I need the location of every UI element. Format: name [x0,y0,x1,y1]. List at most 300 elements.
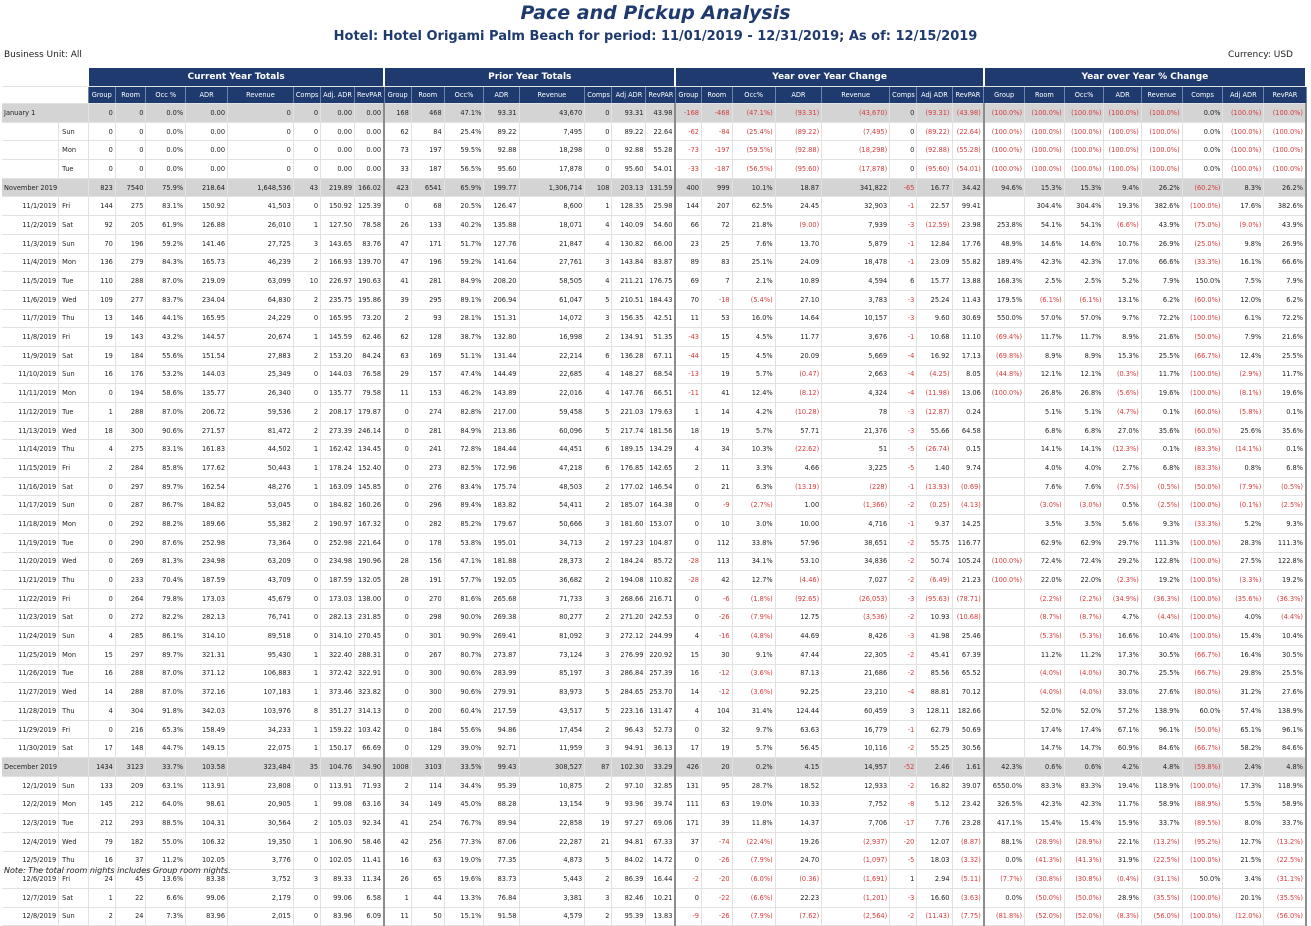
value-cell: 66 [675,216,701,235]
period-label: November 2019 [2,178,88,197]
value-cell: 68 [411,197,444,216]
value-cell: 158.49 [186,720,228,739]
value-cell: 4,873 [519,851,585,870]
value-cell: 78 [822,403,890,422]
value-cell: 5 [585,851,612,870]
value-cell: 138.9% [1141,702,1182,721]
value-cell: 62 [384,122,411,141]
value-cell: (12.3%) [1104,440,1141,459]
weekday-cell: Sat [59,477,88,496]
table-row [2,907,1306,926]
value-cell: 27.0% [1104,421,1141,440]
value-cell: 77.35 [484,851,519,870]
value-cell: 216.71 [646,589,675,608]
value-cell: 3 [890,702,917,721]
value-cell: 140.09 [612,216,646,235]
value-cell: (89.5%) [1182,814,1223,833]
date-cell: 11/18/2019 [2,515,59,534]
value-cell: (93.31) [775,104,821,123]
value-cell: 83.4% [444,477,484,496]
value-cell: (4.8%) [732,627,775,646]
value-cell: 13.70 [775,234,821,253]
value-cell: 50.0% [1182,870,1223,889]
value-cell: 14.1% [1025,440,1065,459]
value-cell: 400 [675,178,701,197]
value-cell: 25.46 [952,627,984,646]
value-cell: 134.29 [646,440,675,459]
value-cell: 58,505 [519,272,585,291]
value-cell: 18.03 [917,851,952,870]
value-cell: 1,306,714 [519,178,585,197]
value-cell: 14,957 [822,758,890,777]
value-cell: 271.57 [186,421,228,440]
value-cell: 22,214 [519,346,585,365]
value-cell: 7.9% [1264,272,1306,291]
value-cell: 194.08 [612,571,646,590]
value-cell: (56.5%) [732,160,775,179]
value-cell: 24.09 [775,253,821,272]
date-cell [2,160,59,179]
value-cell: 14.25 [952,515,984,534]
value-cell: 3 [585,253,612,272]
value-cell: 273 [411,459,444,478]
value-cell: 0.00 [321,141,355,160]
table-row [2,683,1306,702]
weekday-cell: Tue [59,160,88,179]
value-cell: 83.96 [321,907,355,926]
value-cell: (4.0%) [1025,683,1065,702]
value-cell: 42.3% [1064,253,1104,272]
group-header-pct: Year over Year % Change [984,68,1306,87]
value-cell: 4.0% [1025,459,1065,478]
value-cell: 18 [88,421,115,440]
value-cell: 60.0% [1182,702,1223,721]
value-cell: -8 [890,795,917,814]
value-cell: 143 [115,328,146,347]
value-cell: 41 [384,272,411,291]
value-cell: 1 [293,459,320,478]
value-cell: 211.21 [612,272,646,291]
value-cell: 46,239 [228,253,294,272]
value-cell: 151.54 [186,346,228,365]
value-cell: 5.6% [1104,515,1141,534]
value-cell: (5.8%) [1223,403,1264,422]
value-cell: 62.79 [917,720,952,739]
value-cell: 257.39 [646,664,675,683]
value-cell: 7.6% [1064,477,1104,496]
value-cell: 269.38 [484,608,519,627]
value-cell: 0 [675,515,701,534]
value-cell: 18,478 [822,253,890,272]
value-cell: 4 [88,627,115,646]
value-cell: 189.4% [984,253,1025,272]
value-cell: 0.1% [1141,440,1182,459]
value-cell: 0.0% [146,141,186,160]
value-cell: (100.0%) [1182,888,1223,907]
value-cell: 6 [585,346,612,365]
value-cell: 17.3% [1104,645,1141,664]
value-cell: 23 [675,234,701,253]
value-cell: (22.5%) [1141,851,1182,870]
value-cell: 253.70 [646,683,675,702]
value-cell: 189.66 [186,515,228,534]
value-cell: 178 [411,533,444,552]
date-cell: 12/4/2019 [2,832,59,851]
value-cell: 3,225 [822,459,890,478]
value-cell: 71.93 [355,776,385,795]
value-cell: 39.0% [444,739,484,758]
value-cell: 86.1% [146,627,186,646]
value-cell: 141.64 [484,253,519,272]
value-cell [984,403,1025,422]
value-cell: 277 [115,290,146,309]
value-cell: 17,454 [519,720,585,739]
value-cell: 16,998 [519,328,585,347]
value-cell: 147.76 [612,384,646,403]
value-cell: (60.0%) [1182,421,1223,440]
value-cell: 0 [890,104,917,123]
value-cell: 85.8% [146,459,186,478]
weekday-cell: Tue [59,272,88,291]
value-cell: 43,709 [228,571,294,590]
value-cell [984,664,1025,683]
value-cell: 135.77 [186,384,228,403]
value-cell: 32.85 [646,776,675,795]
value-cell: 112 [702,533,733,552]
value-cell: 190.96 [355,552,385,571]
value-cell: 15.4% [1064,814,1104,833]
value-cell: 0 [384,533,411,552]
value-cell: (2.7%) [732,496,775,515]
value-cell: 63.1% [146,776,186,795]
value-cell: (100.0%) [1264,104,1306,123]
value-cell: 7.3% [146,907,186,926]
value-cell: 33.7% [1264,814,1306,833]
value-cell: 63 [411,851,444,870]
value-cell [984,645,1025,664]
weekday-cell: Sun [59,627,88,646]
value-cell: 9.60 [917,309,952,328]
value-cell: 0 [384,608,411,627]
value-cell: 11.7% [1104,795,1141,814]
value-cell: 14.37 [775,814,821,833]
value-cell: 84.9% [444,421,484,440]
value-cell: 111 [675,795,701,814]
value-cell: 19.0% [732,795,775,814]
value-cell: 999 [702,178,733,197]
value-cell: 111.3% [1264,533,1306,552]
value-cell: 34.1% [732,552,775,571]
value-cell: 0.1% [1141,403,1182,422]
value-cell: 0 [384,421,411,440]
date-cell: 11/27/2019 [2,683,59,702]
value-cell: 284 [115,459,146,478]
value-cell: (14.1%) [1223,440,1264,459]
value-cell: 1 [585,197,612,216]
value-cell: 27,883 [228,346,294,365]
value-cell: 48,276 [228,477,294,496]
value-cell: 83.7% [146,290,186,309]
value-cell: 135.88 [484,216,519,235]
value-cell: (6.1%) [1025,290,1065,309]
value-cell: (56.0%) [1141,907,1182,926]
value-cell: 426 [675,758,701,777]
value-cell: (25.0%) [1182,234,1223,253]
value-cell: 16.82 [917,776,952,795]
value-cell: 48,503 [519,477,585,496]
value-cell: 0 [88,122,115,141]
value-cell: 16 [384,851,411,870]
value-cell: 5,879 [822,234,890,253]
weekday-cell: Sat [59,216,88,235]
value-cell: (5.4%) [732,290,775,309]
weekday-cell: Fri [59,870,88,889]
value-cell: 96.1% [1141,720,1182,739]
value-cell: (81.8%) [984,907,1025,926]
value-cell: -2 [890,533,917,552]
date-cell: 11/20/2019 [2,552,59,571]
value-cell: 30.7% [1104,664,1141,683]
table-row [2,832,1306,851]
value-cell: 8.9% [1104,328,1141,347]
weekday-cell: Wed [59,683,88,702]
value-cell: 13 [88,309,115,328]
value-cell: 0 [675,496,701,515]
value-cell: 15 [702,328,733,347]
value-cell: 176 [115,365,146,384]
value-cell: 44,451 [519,440,585,459]
value-cell: 17.4% [1025,720,1065,739]
value-cell: 0 [293,627,320,646]
value-cell: 288.31 [355,645,385,664]
value-cell: -3 [890,589,917,608]
value-cell: 220.92 [646,645,675,664]
value-cell: -3 [890,309,917,328]
weekday-cell: Thu [59,309,88,328]
value-cell: 184.24 [612,552,646,571]
value-cell: 3,676 [822,328,890,347]
value-cell: 2,015 [228,907,294,926]
value-cell: 94.6% [984,178,1025,197]
value-cell: 150.92 [321,197,355,216]
table-row [2,421,1306,440]
value-cell: 20.09 [775,346,821,365]
value-cell: 5 [585,702,612,721]
value-cell: -5 [890,440,917,459]
value-cell: 25.98 [646,197,675,216]
value-cell: (0.4%) [1104,870,1141,889]
value-cell: 0.0% [1182,160,1223,179]
value-cell: 93.31 [484,104,519,123]
value-cell: 4.15 [775,758,821,777]
value-cell: -74 [702,832,733,851]
value-cell: 382.6% [1141,197,1182,216]
value-cell: 47.1% [444,552,484,571]
value-cell: (6.49) [917,571,952,590]
value-cell [984,440,1025,459]
value-cell: 45 [115,870,146,889]
value-cell: 234.98 [321,552,355,571]
value-cell: (7.9%) [1223,477,1264,496]
value-cell: 219.89 [321,178,355,197]
value-cell: -5 [890,851,917,870]
value-cell: 168 [384,104,411,123]
value-cell: (100.0%) [1025,104,1065,123]
value-cell: (100.0%) [1141,141,1182,160]
value-cell: 281 [411,272,444,291]
value-cell: 2 [88,907,115,926]
value-cell: (100.0%) [1104,141,1141,160]
column-header-pct: Group [984,87,1025,104]
value-cell: 10,157 [822,309,890,328]
value-cell: 83.1% [146,197,186,216]
value-cell: (4.46) [775,571,821,590]
value-cell: 0 [384,683,411,702]
value-cell: 14.1% [1064,440,1104,459]
value-cell: 1 [293,739,320,758]
value-cell: (100.0%) [984,160,1025,179]
weekday-cell: Tue [59,403,88,422]
value-cell: (100.0%) [1182,309,1223,328]
value-cell: 322.91 [355,664,385,683]
value-cell: (7.75) [952,907,984,926]
value-cell: 47.1% [444,104,484,123]
value-cell: 91.58 [484,907,519,926]
value-cell: 99.08 [321,795,355,814]
value-cell: 194 [115,384,146,403]
value-cell: (100.0%) [1182,907,1223,926]
value-cell: 94.86 [484,720,519,739]
value-cell: 5.1% [1025,403,1065,422]
value-cell: 84.24 [355,346,385,365]
value-cell: 59.2% [146,234,186,253]
value-cell: (100.0%) [984,384,1025,403]
value-cell: 95.39 [484,776,519,795]
value-cell: -22 [702,888,733,907]
value-cell: (2.2%) [1025,589,1065,608]
value-cell: (0.5%) [1264,477,1306,496]
value-cell: 0 [890,160,917,179]
value-cell: 11.8% [732,814,775,833]
value-cell: 88.81 [917,683,952,702]
value-cell: 321.31 [186,645,228,664]
value-cell: (0.5%) [1141,477,1182,496]
value-cell: 0 [228,160,294,179]
value-cell: 373.46 [321,683,355,702]
value-cell: -9 [702,496,733,515]
value-cell: 21.8% [732,216,775,235]
value-cell: 97.10 [612,776,646,795]
value-cell: 282.13 [321,608,355,627]
value-cell: 181.60 [612,515,646,534]
value-cell: 293 [115,814,146,833]
value-cell: -6 [702,589,733,608]
value-cell: (0.1%) [1223,496,1264,515]
value-cell: (7.5%) [1104,477,1141,496]
date-cell: 11/5/2019 [2,272,59,291]
value-cell: 153.20 [321,346,355,365]
value-cell: (75.0%) [1182,216,1223,235]
value-cell: (6.1%) [1064,290,1104,309]
value-cell: (69.8%) [984,346,1025,365]
value-cell: 2 [384,776,411,795]
value-cell: 3.0% [732,515,775,534]
value-cell: 1 [293,216,320,235]
value-cell: 139.70 [355,253,385,272]
value-cell: 21 [585,832,612,851]
value-cell: 0 [293,160,320,179]
value-cell: 116.77 [952,533,984,552]
value-cell: 219.09 [186,272,228,291]
value-cell: 22,305 [822,645,890,664]
value-cell: 187.59 [186,571,228,590]
value-cell: 7.5% [1223,272,1264,291]
value-cell: 32 [702,720,733,739]
column-header-cy: RevPAR [355,87,385,104]
value-cell: (35.5%) [1264,888,1306,907]
value-cell: 0 [384,702,411,721]
value-cell: 297 [115,645,146,664]
value-cell: 51.1% [444,346,484,365]
value-cell: 63 [702,795,733,814]
value-cell: -2 [675,870,701,889]
value-cell: 6541 [411,178,444,197]
value-cell: 83.38 [186,870,228,889]
table-row [2,309,1306,328]
table-row [2,365,1306,384]
value-cell: 217.00 [484,403,519,422]
period-label: January 1 [2,104,88,123]
value-cell: 44.1% [146,309,186,328]
column-header-cy: Room [115,87,146,104]
value-cell: 351.27 [321,702,355,721]
value-cell: 5 [585,290,612,309]
date-cell: 11/28/2019 [2,702,59,721]
value-cell: 6.58 [355,888,385,907]
value-cell: 13.83 [646,907,675,926]
value-cell: 285 [115,627,146,646]
value-cell: 82.46 [612,888,646,907]
value-cell: 0.00 [186,122,228,141]
table-row [2,515,1306,534]
value-cell: 184 [115,346,146,365]
value-cell: 2 [585,608,612,627]
value-cell: (22.62) [775,440,821,459]
value-cell: 0 [384,645,411,664]
value-cell: 88.5% [146,814,186,833]
value-cell: 1434 [88,758,115,777]
value-cell: 241 [411,440,444,459]
value-cell: 118.9% [1141,776,1182,795]
value-cell: 12.4% [1223,346,1264,365]
value-cell: 0 [88,477,115,496]
value-cell: 165.73 [186,253,228,272]
value-cell: 79 [88,832,115,851]
value-cell: 196 [411,253,444,272]
value-cell: (3.32) [952,851,984,870]
value-cell: (100.0%) [1182,776,1223,795]
value-cell: 54.1% [1025,216,1065,235]
value-cell: 57.7% [444,571,484,590]
value-cell: (2.5%) [1264,496,1306,515]
value-cell: (66.7%) [1182,346,1223,365]
table-row [2,814,1306,833]
value-cell: (92.88) [917,141,952,160]
value-cell: (0.69) [952,477,984,496]
value-cell: -187 [702,160,733,179]
value-cell [984,421,1025,440]
value-cell: -26 [702,907,733,926]
